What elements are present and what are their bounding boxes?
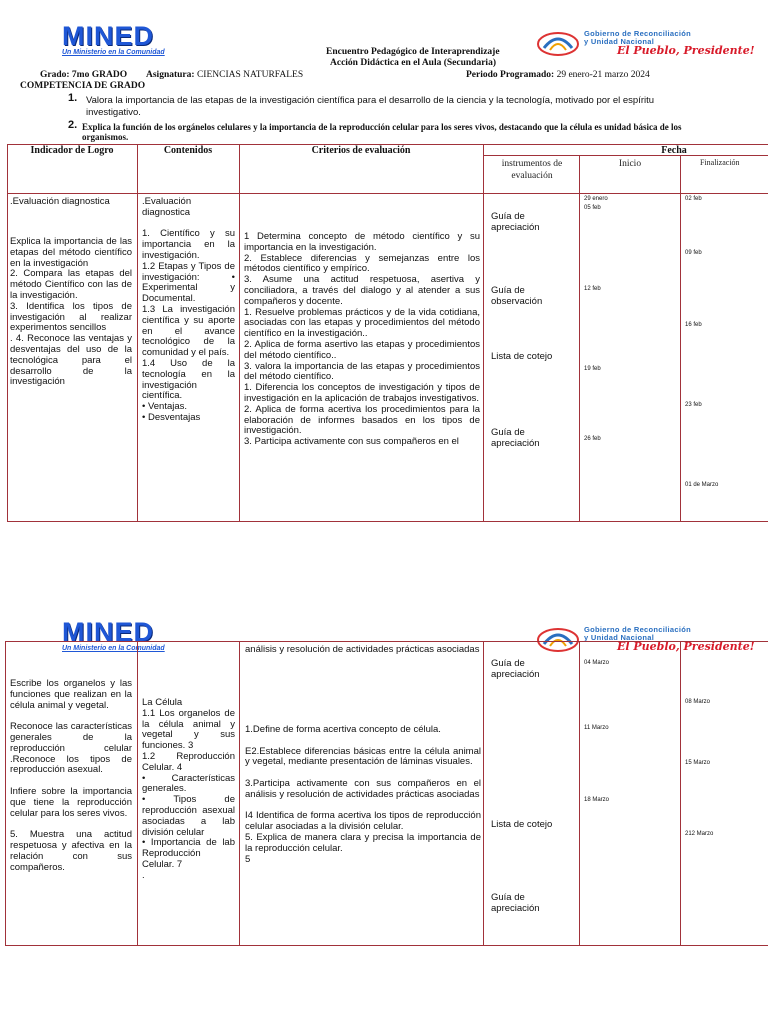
government-logo-icon-page2	[536, 624, 580, 654]
instrumento-page2-2: Lista de cotejo	[491, 819, 553, 830]
contenidos-text: .Evaluación diagnostica 1. Científico y su importancia en la investigación. 1.2 Etapas y Tipos de investigación: • Experimental y Documental. 1.3 La investigación científica y su aporte en el avance tecnológico de la comunidad y el país. 1.4 Uso de la tecnología en la investigación científica. • Ventajas. • Desventajas	[142, 196, 235, 423]
fin-date-2: 09 feb	[685, 250, 702, 256]
government-slogan: El Pueblo, Presidente!	[617, 44, 755, 57]
inicio-page2-2: 11 Marzo	[584, 725, 609, 731]
header-instrumentos: instrumentos de evaluación	[501, 159, 563, 181]
competencia-heading: COMPETENCIA DE GRADO	[20, 81, 146, 91]
fin-date-3: 16 feb	[685, 322, 702, 328]
government-name-line2: y Unidad Nacional	[584, 37, 655, 46]
fin-page2-3: 212 Marzo	[685, 831, 714, 837]
indicador-diagnostico: .Evaluación diagnostica	[10, 196, 110, 207]
mined-logo-subtitle-page2: Un Ministerio en la Comunidad	[62, 645, 165, 652]
header-fecha: Fecha	[661, 145, 687, 156]
government-slogan-page2: El Pueblo, Presidente!	[617, 640, 755, 653]
competencia-1-number: 1.	[68, 92, 78, 104]
mined-logo-page2: MINED	[62, 617, 154, 647]
inicio-page2-1: 04 Marzo	[584, 660, 610, 666]
subject-row	[146, 70, 303, 80]
criterios-text: 1 Determina concepto de método científico y su importancia en la investigación. 2. Establece diferencias y semejanzas entre los métodos científico y empírico. 3. Asume una actitud respetuosa, asertiva y conciliadora, a través del dialogo y al atender a sus compañeros y docente. 1. Resuelve problemas prácticos y de la vida cotidiana, asociadas con las etapas y procedimientos del método científico en la investigación.. 2. Aplica de forma asertivo las etapas y procedimientos del método científico.. 3. valora la importancia de las etapas y procedimientos del método científico. 1. Diferencia los conceptos de investigación y tipos de investigación en la aplicación de trabajos investigativos. 2. Aplica de forma acertiva los procedimientos para la elaboración de informes basados en los tipos de investigación. 3. Participa activamente con sus compañeros en el	[244, 231, 480, 448]
period-value: 29 enero-21 marzo 2024	[556, 70, 650, 80]
inicio-date-4: 19 feb	[584, 366, 601, 372]
competencia-2-number: 2.	[68, 119, 78, 131]
competencia-2-text: Explica la función de los orgánelos celulares y la importancia de la reproducción celular para los seres vivos, destacando que la célula es unidad básica de los organismos.	[82, 122, 682, 142]
fin-date-5: 01 de Marzo	[685, 482, 719, 488]
inicio-date-2: 05 feb	[584, 205, 601, 211]
competencia-1-text: Valora la importancia de las etapas de la investigación científica para el desarrollo de la ciencia y la tecnología, motivado por el espíritu investigativo.	[86, 95, 655, 118]
indicador-text-page2: Escribe los organelos y las funciones que realizan en la célula animal y vegetal. Reconoce las características generales de la reproducción celular .Reconoce los tipos de reproducción asexual. Infiere sobre la importancia que tiene la reproducción celular para los seres vivos. 5. Muestra una actitud respetuosa y afectiva en la relación con sus compañeros.	[10, 678, 132, 873]
period-label: Periodo Programado:	[466, 70, 555, 80]
grade-label: Grado: 7mo GRADO	[40, 70, 128, 80]
header-inicio: Inicio	[618, 159, 642, 169]
fin-date-4: 23 feb	[685, 402, 702, 408]
subject-value: CIENCIAS NATURFALES	[196, 70, 304, 80]
inicio-date-1: 29 enero	[584, 196, 608, 202]
indicador-logro-text: Explica la importancia de las etapas del método científico en la investigación 2. Compara las etapas del método Científico con las de la investigación. 3. Identifica los tipos de investigación al realizar experimentos sencillos . 4. Reconoce las ventajas y desventajas del uso de la tecnológica para el desarrollo de la investigación	[10, 236, 132, 388]
instrumento-page2-3: Guía de apreciación	[491, 892, 540, 914]
header-finalizacion: Finalización	[700, 158, 740, 167]
fin-page2-2: 15 Marzo	[685, 760, 711, 766]
document-title: Encuentro Pedagógico de Interaprendizaje	[326, 47, 500, 57]
mined-logo: MINED	[62, 21, 154, 51]
instrumento-2: Guía de observación	[491, 285, 543, 307]
fin-page2-1: 08 Marzo	[685, 699, 711, 705]
criterios-top-text: análisis y resolución de actividades prácticas asociadas	[245, 644, 480, 655]
header-indicador: Indicador de Logro	[30, 145, 114, 156]
instrumento-4: Guía de apreciación	[491, 427, 540, 449]
government-name-line1-page2: Gobierno de Reconciliación	[584, 625, 691, 634]
instrumento-1: Guía de apreciación	[491, 211, 540, 233]
period-row	[466, 70, 650, 80]
instrumento-page2-1: Guía de apreciación	[491, 658, 540, 680]
contenidos-text-page2: La Célula 1.1 Los organelos de la célula animal y vegetal y sus funciones. 3 1.2 Reproducción Celular. 4 • Características generales. • Tipos de reproducción asexual asociadas a lab división celular • Importancia de lab Reproducción Celular. 7 .	[142, 697, 235, 881]
government-name-line1: Gobierno de Reconciliación	[584, 29, 691, 38]
inicio-page2-3: 18 Marzo	[584, 797, 610, 803]
fin-date-1: 02 feb	[685, 196, 702, 202]
header-contenidos: Contenidos	[163, 145, 213, 156]
mined-logo-subtitle: Un Ministerio en la Comunidad	[62, 49, 165, 56]
government-name-line2-page2: y Unidad Nacional	[584, 633, 655, 642]
government-logo-icon	[536, 28, 580, 58]
instrumento-3: Lista de cotejo	[491, 351, 553, 362]
criterios-text-page2: 1.Define de forma acertiva concepto de célula. E2.Establece diferencias básicas entre la célula animal y vegetal, mediante presentación de láminas visuales. 3.Participa activamente con sus compañeros en el análisis y resolución de actividades prácticas asociadas I4 Identifica de forma acertiva los tipos de reproducción celular asociadas a la división celular. 5. Explica de manera clara y precisa la importancia de la reproducción celular. 5	[245, 724, 481, 865]
inicio-date-5: 26 feb	[584, 436, 601, 442]
document-subtitle: Acción Didáctica en el Aula (Secundaria)	[330, 58, 496, 68]
subject-label: Asignatura:	[146, 70, 195, 80]
inicio-date-3: 12 feb	[584, 286, 601, 292]
header-criterios: Criterios de evaluación	[311, 145, 411, 156]
